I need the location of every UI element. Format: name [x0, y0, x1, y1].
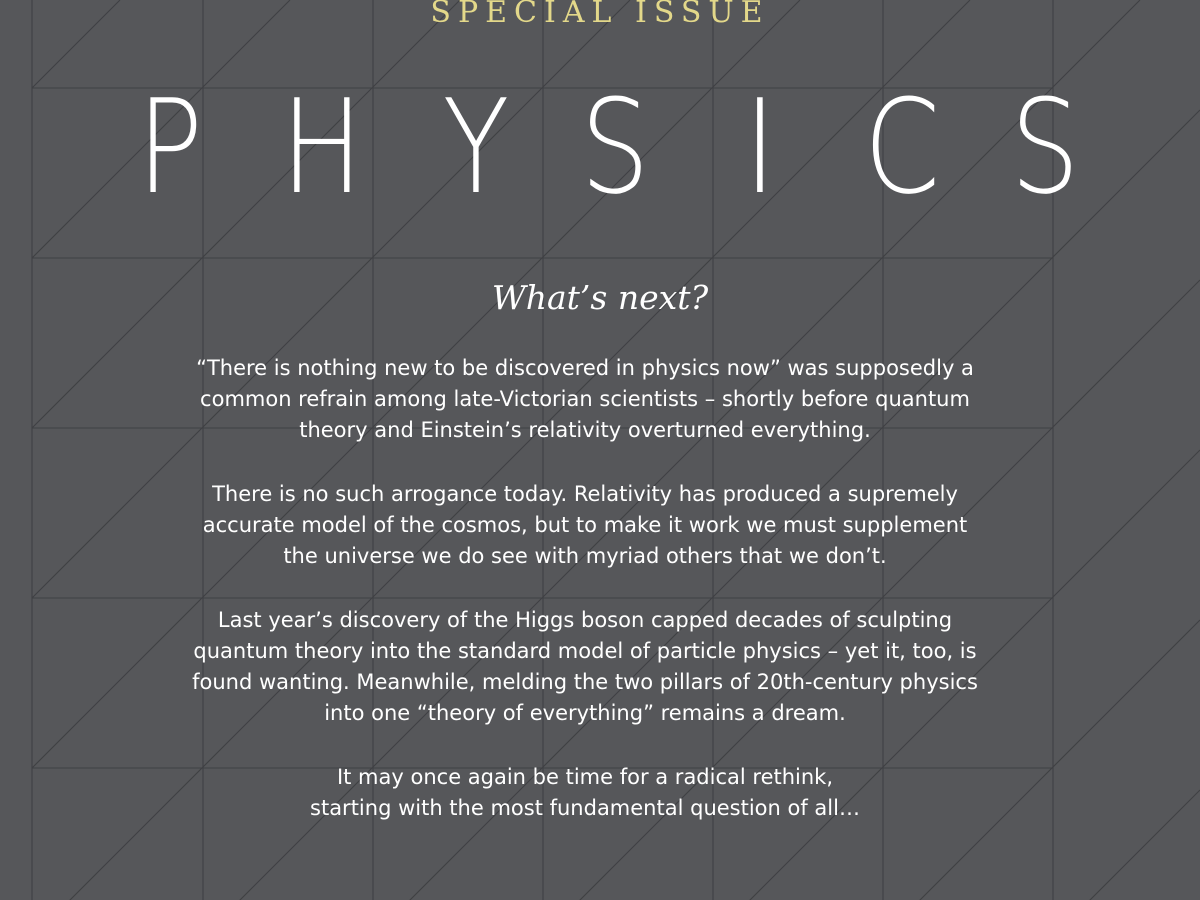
- title-letter-h: H: [280, 71, 364, 223]
- paragraph-2-line-3: the universe we do see with myriad others that we don’t.: [283, 544, 887, 568]
- paragraph-1-line-2: common refrain among late-Victorian scientists – shortly before quantum: [200, 387, 970, 411]
- special-issue-kicker: SPECIAL ISSUE: [430, 0, 770, 30]
- title-letter-i: I: [743, 71, 777, 223]
- physics-title: [0, 72, 1200, 222]
- title-letter-s: S: [580, 71, 650, 223]
- title-letter-s-2: S: [1010, 71, 1080, 223]
- paragraph-3-line-4: into one “theory of everything” remains a dream.: [324, 701, 846, 725]
- paragraph-3-line-1: Last year’s discovery of the Higgs boson capped decades of sculpting: [217, 608, 953, 632]
- paragraph-1-line-3: theory and Einstein’s relativity overturned everything.: [299, 418, 871, 442]
- intro-paragraph-3: [190, 605, 980, 729]
- paragraph-1-line-1: “There is nothing new to be discovered in physics now” was supposedly a: [196, 356, 974, 380]
- title-letter-c: C: [863, 71, 941, 223]
- paragraph-4-line-2: starting with the most fundamental question of all…: [310, 796, 860, 820]
- paragraph-2-line-1: There is no such arrogance today. Relativity has produced a supremely: [212, 482, 958, 506]
- article-intro: [190, 353, 980, 857]
- intro-paragraph-4: [190, 762, 980, 824]
- intro-paragraph-2: [190, 479, 980, 572]
- paragraph-3-line-2: quantum theory into the standard model of particle physics – yet it, too, is: [193, 639, 977, 663]
- title-letter-p: P: [137, 71, 203, 223]
- title-letter-y: Y: [442, 71, 510, 223]
- paragraph-3-line-3: found wanting. Meanwhile, melding the two pillars of 20th-century physics: [192, 670, 978, 694]
- paragraph-2-line-2: accurate model of the cosmos, but to make it work we must supplement: [202, 513, 968, 537]
- whats-next-subtitle: What’s next?: [491, 278, 709, 317]
- paragraph-4-line-1: It may once again be time for a radical rethink,: [336, 765, 834, 789]
- intro-paragraph-1: [190, 353, 980, 446]
